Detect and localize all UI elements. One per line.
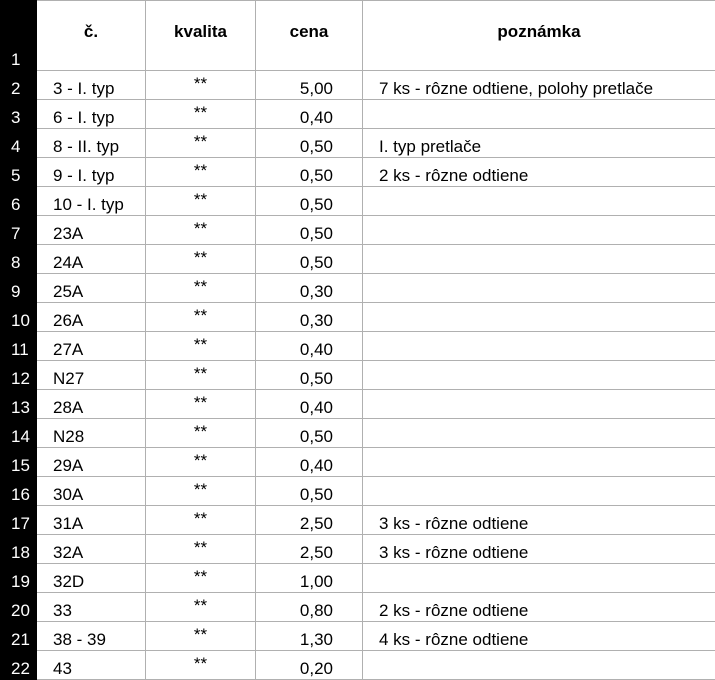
cell-quality[interactable]: ** [146, 448, 256, 477]
cell-note[interactable] [363, 651, 715, 680]
cell-number[interactable]: 33 [37, 593, 146, 622]
row-header[interactable]: 14 [1, 419, 37, 448]
table-row [1, 187, 715, 216]
cell-number[interactable]: 6 - I. typ [37, 100, 146, 129]
row-header[interactable]: 17 [1, 506, 37, 535]
cell-number[interactable]: 10 - I. typ [37, 187, 146, 216]
cell-quality[interactable]: ** [146, 100, 256, 129]
cell-quality[interactable]: ** [146, 129, 256, 158]
row-header[interactable]: 21 [1, 622, 37, 651]
cell-number[interactable]: 26A [37, 303, 146, 332]
cell-number[interactable]: 29A [37, 448, 146, 477]
column-header-quality[interactable]: kvalita [146, 1, 256, 71]
row-header[interactable]: 8 [1, 245, 37, 274]
cell-number[interactable]: 43 [37, 651, 146, 680]
row-header[interactable]: 2 [1, 71, 37, 100]
table-row [1, 506, 715, 535]
cell-price[interactable]: 0,20 [256, 651, 363, 680]
cell-price[interactable]: 0,40 [256, 332, 363, 361]
cell-note[interactable] [363, 564, 715, 593]
row-header[interactable]: 5 [1, 158, 37, 187]
cell-quality[interactable]: ** [146, 332, 256, 361]
cell-note[interactable] [363, 100, 715, 129]
row-header[interactable]: 16 [1, 477, 37, 506]
cell-price[interactable]: 0,40 [256, 100, 363, 129]
cell-number[interactable]: 24A [37, 245, 146, 274]
cell-note[interactable] [363, 187, 715, 216]
cell-number[interactable]: 23A [37, 216, 146, 245]
cell-quality[interactable]: ** [146, 593, 256, 622]
cell-note[interactable]: I. typ pretlače [363, 129, 715, 158]
cell-price[interactable]: 0,50 [256, 158, 363, 187]
cell-price[interactable]: 1,30 [256, 622, 363, 651]
row-header[interactable]: 19 [1, 564, 37, 593]
cell-price[interactable]: 5,00 [256, 71, 363, 100]
cell-note[interactable]: 3 ks - rôzne odtiene [363, 535, 715, 564]
cell-number[interactable]: 8 - II. typ [37, 129, 146, 158]
cell-note[interactable] [363, 477, 715, 506]
row-header[interactable]: 12 [1, 361, 37, 390]
cell-note[interactable]: 3 ks - rôzne odtiene [363, 506, 715, 535]
cell-note[interactable] [363, 448, 715, 477]
cell-price[interactable]: 2,50 [256, 535, 363, 564]
table-row [1, 535, 715, 564]
cell-number[interactable]: N28 [37, 419, 146, 448]
cell-price[interactable]: 0,50 [256, 129, 363, 158]
column-header-note[interactable]: poznámka [363, 1, 715, 71]
table-row [1, 477, 715, 506]
row-header[interactable]: 11 [1, 332, 37, 361]
cell-note[interactable]: 7 ks - rôzne odtiene, polohy pretlače [363, 71, 715, 100]
cell-price[interactable]: 0,40 [256, 390, 363, 419]
cell-number[interactable]: 30A [37, 477, 146, 506]
cell-number[interactable]: 27A [37, 332, 146, 361]
row-header[interactable]: 18 [1, 535, 37, 564]
table-row [1, 303, 715, 332]
cell-quality[interactable]: ** [146, 187, 256, 216]
row-header[interactable]: 7 [1, 216, 37, 245]
cell-number[interactable]: 32A [37, 535, 146, 564]
column-header-number[interactable]: č. [37, 1, 146, 71]
cell-note[interactable] [363, 332, 715, 361]
row-header[interactable]: 13 [1, 390, 37, 419]
table-row [1, 593, 715, 622]
cell-price[interactable]: 0,80 [256, 593, 363, 622]
cell-note[interactable] [363, 390, 715, 419]
row-header[interactable]: 1 [1, 1, 37, 71]
row-header[interactable]: 4 [1, 129, 37, 158]
row-header[interactable]: 15 [1, 448, 37, 477]
cell-note[interactable] [363, 274, 715, 303]
cell-number[interactable]: 31A [37, 506, 146, 535]
cell-note[interactable]: 2 ks - rôzne odtiene [363, 158, 715, 187]
row-header[interactable]: 6 [1, 187, 37, 216]
table-row [1, 274, 715, 303]
cell-quality[interactable]: ** [146, 506, 256, 535]
cell-quality[interactable]: ** [146, 216, 256, 245]
table-row [1, 651, 715, 680]
table-row [1, 419, 715, 448]
cell-price[interactable]: 0,50 [256, 187, 363, 216]
row-header[interactable]: 22 [1, 651, 37, 680]
cell-note[interactable] [363, 303, 715, 332]
cell-price[interactable]: 1,00 [256, 564, 363, 593]
cell-note[interactable] [363, 216, 715, 245]
cell-quality[interactable]: ** [146, 477, 256, 506]
table-row [1, 332, 715, 361]
table-row [1, 245, 715, 274]
cell-quality[interactable]: ** [146, 564, 256, 593]
cell-quality[interactable]: ** [146, 274, 256, 303]
cell-number[interactable]: 3 - I. typ [37, 71, 146, 100]
table-row [1, 158, 715, 187]
column-header-price[interactable]: cena [256, 1, 363, 71]
cell-number[interactable]: 9 - I. typ [37, 158, 146, 187]
cell-price[interactable]: 0,30 [256, 274, 363, 303]
cell-quality[interactable]: ** [146, 303, 256, 332]
cell-number[interactable]: 28A [37, 390, 146, 419]
cell-number[interactable]: 32D [37, 564, 146, 593]
table-row [1, 129, 715, 158]
cell-quality[interactable]: ** [146, 535, 256, 564]
cell-price[interactable]: 0,50 [256, 477, 363, 506]
table-row [1, 564, 715, 593]
cell-price[interactable]: 2,50 [256, 506, 363, 535]
cell-quality[interactable]: ** [146, 361, 256, 390]
header-row [1, 1, 715, 71]
cell-number[interactable]: N27 [37, 361, 146, 390]
table-row [1, 71, 715, 100]
cell-quality[interactable]: ** [146, 245, 256, 274]
table-row [1, 100, 715, 129]
row-header[interactable]: 3 [1, 100, 37, 129]
cell-note[interactable]: 2 ks - rôzne odtiene [363, 593, 715, 622]
table-row [1, 390, 715, 419]
row-header[interactable]: 10 [1, 303, 37, 332]
table-row [1, 448, 715, 477]
row-header[interactable]: 20 [1, 593, 37, 622]
cell-note[interactable] [363, 361, 715, 390]
cell-quality[interactable]: ** [146, 419, 256, 448]
row-header[interactable]: 9 [1, 274, 37, 303]
cell-note[interactable]: 4 ks - rôzne odtiene [363, 622, 715, 651]
cell-quality[interactable]: ** [146, 71, 256, 100]
cell-quality[interactable]: ** [146, 651, 256, 680]
cell-note[interactable] [363, 419, 715, 448]
table-row [1, 622, 715, 651]
table-row [1, 216, 715, 245]
cell-price[interactable]: 0,30 [256, 303, 363, 332]
cell-note[interactable] [363, 245, 715, 274]
cell-price[interactable]: 0,50 [256, 216, 363, 245]
cell-number[interactable]: 25A [37, 274, 146, 303]
cell-price[interactable]: 0,50 [256, 419, 363, 448]
cell-price[interactable]: 0,50 [256, 245, 363, 274]
cell-price[interactable]: 0,40 [256, 448, 363, 477]
cell-quality[interactable]: ** [146, 390, 256, 419]
cell-price[interactable]: 0,50 [256, 361, 363, 390]
table-row [1, 361, 715, 390]
cell-quality[interactable]: ** [146, 622, 256, 651]
cell-number[interactable]: 38 - 39 [37, 622, 146, 651]
cell-quality[interactable]: ** [146, 158, 256, 187]
